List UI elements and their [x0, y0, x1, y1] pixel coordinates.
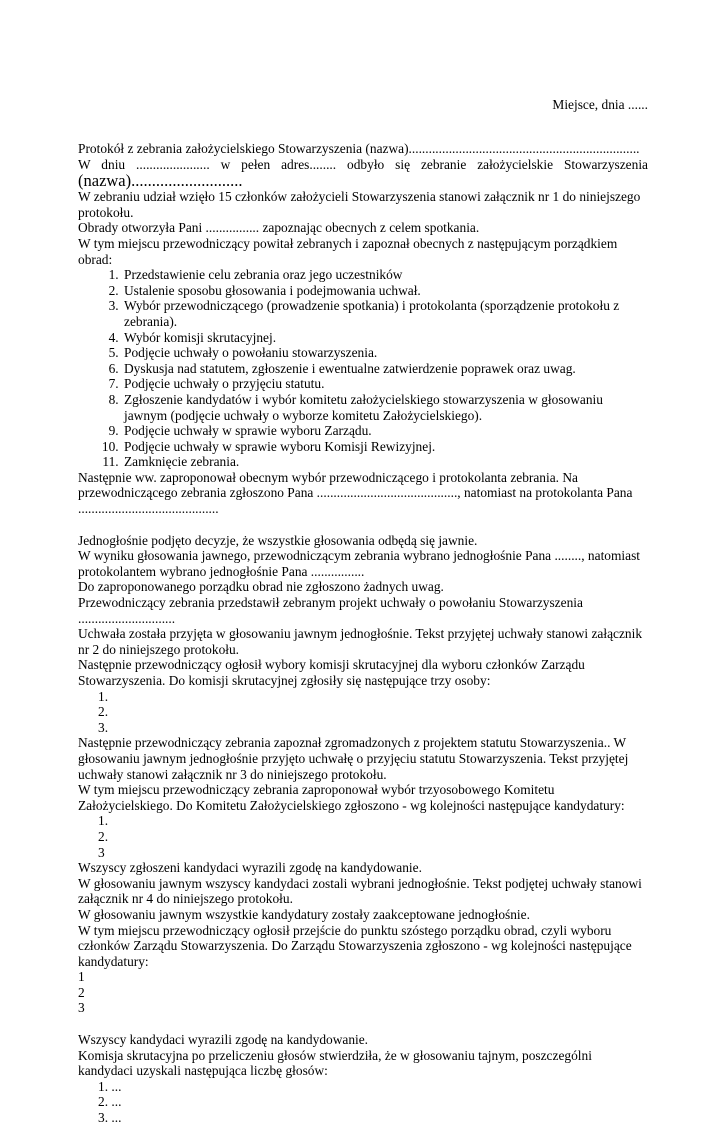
agenda-item: 8. Zgłoszenie kandydatów i wybór komitetu założycielskiego stowarzyszenia w głosowaniu jawnym (podjęcie uchwały o wyborze komitetu Założycielskiego). [122, 392, 648, 423]
list-item: 3 [98, 844, 105, 860]
list-item: 1. [98, 688, 109, 704]
agenda-item: 4. Wybór komisji skrutacyjnej. [122, 330, 648, 346]
agenda-item: 6. Dyskusja nad statutem, zgłoszenie i ewentualne zatwierdzenie poprawek oraz uwag. [122, 361, 648, 377]
list-item: 1. [98, 813, 109, 829]
vote-count: Komisja skrutacyjna po przeliczeniu głosów stwierdziła, że w głosowaniu tajnym, poszczególni kandydaci uzyskali następująca liczbę głosów: [78, 1047, 592, 1079]
committee-proposal: W tym miejscu przewodniczący zebrania zaproponował wybór trzyosobowego Komitetu Założycielskiego. Do Komitetu Założycielskiego zgłoszono - wg kolejności następujące kandydatury: [78, 782, 625, 813]
votes-list [78, 1079, 648, 1126]
committee-list [78, 813, 648, 860]
resolution-accepted: Uchwała została przyjęta w głosowaniu jawnym jednogłośnie. Tekst przyjętej uchwały stanowi załącznik nr 2 do niniejszego protokołu. [78, 626, 643, 657]
list-item: 2. ... [98, 1094, 122, 1110]
agenda-item: 11. Zamknięcie zebrania. [122, 454, 648, 470]
board-election: W tym miejscu przewodniczący ogłosił przejście do punktu szóstego porządku obrad, czyli wyboru członków Zarządu Stowarzyszenia. Do Zarządu Stowarzyszenia zgłoszono - wg kolejności następujące kandydatury: [78, 922, 632, 969]
board-candidates-consent: Wszyscy kandydaci wyrazili zgodę na kandydowanie. [78, 1032, 369, 1048]
resolution-project: Przewodniczący zebrania przedstawił zebranym projekt uchwały o powołaniu Stowarzyszenia ............................. [78, 595, 583, 626]
association-name: (nazwa)........................... [78, 171, 243, 191]
chair-election: W wyniku głosowania jawnego, przewodniczącym zebrania wybrano jednogłośnie Pana ........, natomiast protokolantem wybrano jednogłośnie Pana ................ [78, 548, 641, 579]
list-item: 3 [78, 1000, 85, 1016]
agenda-item: 3. Wybór przewodniczącego (prowadzenie spotkania) i protokolanta (sporządzenie protokołu z zebrania). [122, 298, 648, 329]
agenda-item: 1. Przedstawienie celu zebrania oraz jego uczestników [122, 267, 648, 283]
list-item: 2. [98, 704, 109, 720]
list-item: 2. [98, 828, 109, 844]
voting-decision: Jednogłośnie podjęto decyzje, że wszystkie głosowania odbędą się jawnie. [78, 532, 478, 548]
agenda-no-remarks: Do zaproponowanego porządku obrad nie zgłoszono żadnych uwag. [78, 579, 444, 595]
opened-line: Obrady otworzyła Pani ................ zapoznając obecnych z celem spotkania. [78, 220, 480, 236]
agenda-item: 7. Podjęcie uchwały o przyjęciu statutu. [122, 376, 648, 392]
agenda-intro: W tym miejscu przewodniczący powitał zebranych i zapoznał obecnych z następującym porządkiem obrad: [78, 235, 618, 267]
candidatures-accepted: W głosowaniu jawnym wszystkie kandydatury zostały zaakceptowane jednogłośnie. [78, 906, 530, 922]
title-line: Protokół z zebrania założycielskiego Stowarzyszenia (nazwa)..................................................................... [78, 141, 640, 156]
agenda-item: 5. Podjęcie uchwały o powołaniu stowarzyszenia. [122, 345, 648, 361]
place-date: Miejsce, dnia ...... [552, 97, 648, 112]
agenda-item: 2. Ustalenie sposobu głosowania i podejmowania uchwał. [122, 283, 648, 299]
protocol-body [78, 141, 648, 1126]
list-item: 3. ... [98, 1110, 122, 1126]
date-line: W dniu ...................... w pełen adres........ odbyło się zebranie założycielskie Stowarzyszenia [78, 156, 648, 172]
chair-nomination: Następnie ww. zaproponował obecnym wybór przewodniczącego i protokolanta zebrania. Na przewodniczącego zebrania zgłoszono Pana .........................................., natomiast na protokolanta Pana .......................................... [78, 469, 633, 517]
list-item: 2 [78, 984, 85, 1000]
board-list [78, 969, 648, 1016]
agenda-list [78, 267, 648, 470]
list-item: 1 [78, 969, 85, 985]
candidates-consent: Wszyscy zgłoszeni kandydaci wyrazili zgodę na kandydowanie. [78, 860, 422, 876]
agenda-item: 9. Podjęcie uchwały w sprawie wyboru Zarządu. [122, 423, 648, 439]
agenda-item: 10. Podjęcie uchwały w sprawie wyboru Komisji Rewizyjnej. [122, 439, 648, 455]
commission-election: Następnie przewodniczący ogłosił wybory komisji skrutacyjnej dla wyboru członków Zarządu Stowarzyszenia. Do komisji skrutacyjnej zgłosiły się następujące trzy osoby: [78, 657, 585, 688]
statute-adoption: Następnie przewodniczący zebrania zapoznał zgromadzonych z projektem statutu Stowarzyszenia.. W głosowaniu jawnym jednogłośnie przyjęto uchwałę o przyjęciu statutu Stowarzyszenia. Tekst przyjętej uchwały stanowi załącznik nr 3 do niniejszego protokołu. [78, 735, 629, 782]
list-item: 1. ... [98, 1078, 122, 1094]
members-line: W zebraniu udział wzięło 15 członków założycieli Stowarzyszenia stanowi załącznik nr 1 do niniejszego protokołu. [78, 189, 641, 220]
commission-list [78, 689, 648, 736]
list-item: 3. [98, 719, 109, 735]
committee-elected: W głosowaniu jawnym wszyscy kandydaci zostali wybrani jednogłośnie. Tekst podjętej uchwały stanowi załącznik nr 4 do niniejszego protokołu. [78, 875, 642, 907]
